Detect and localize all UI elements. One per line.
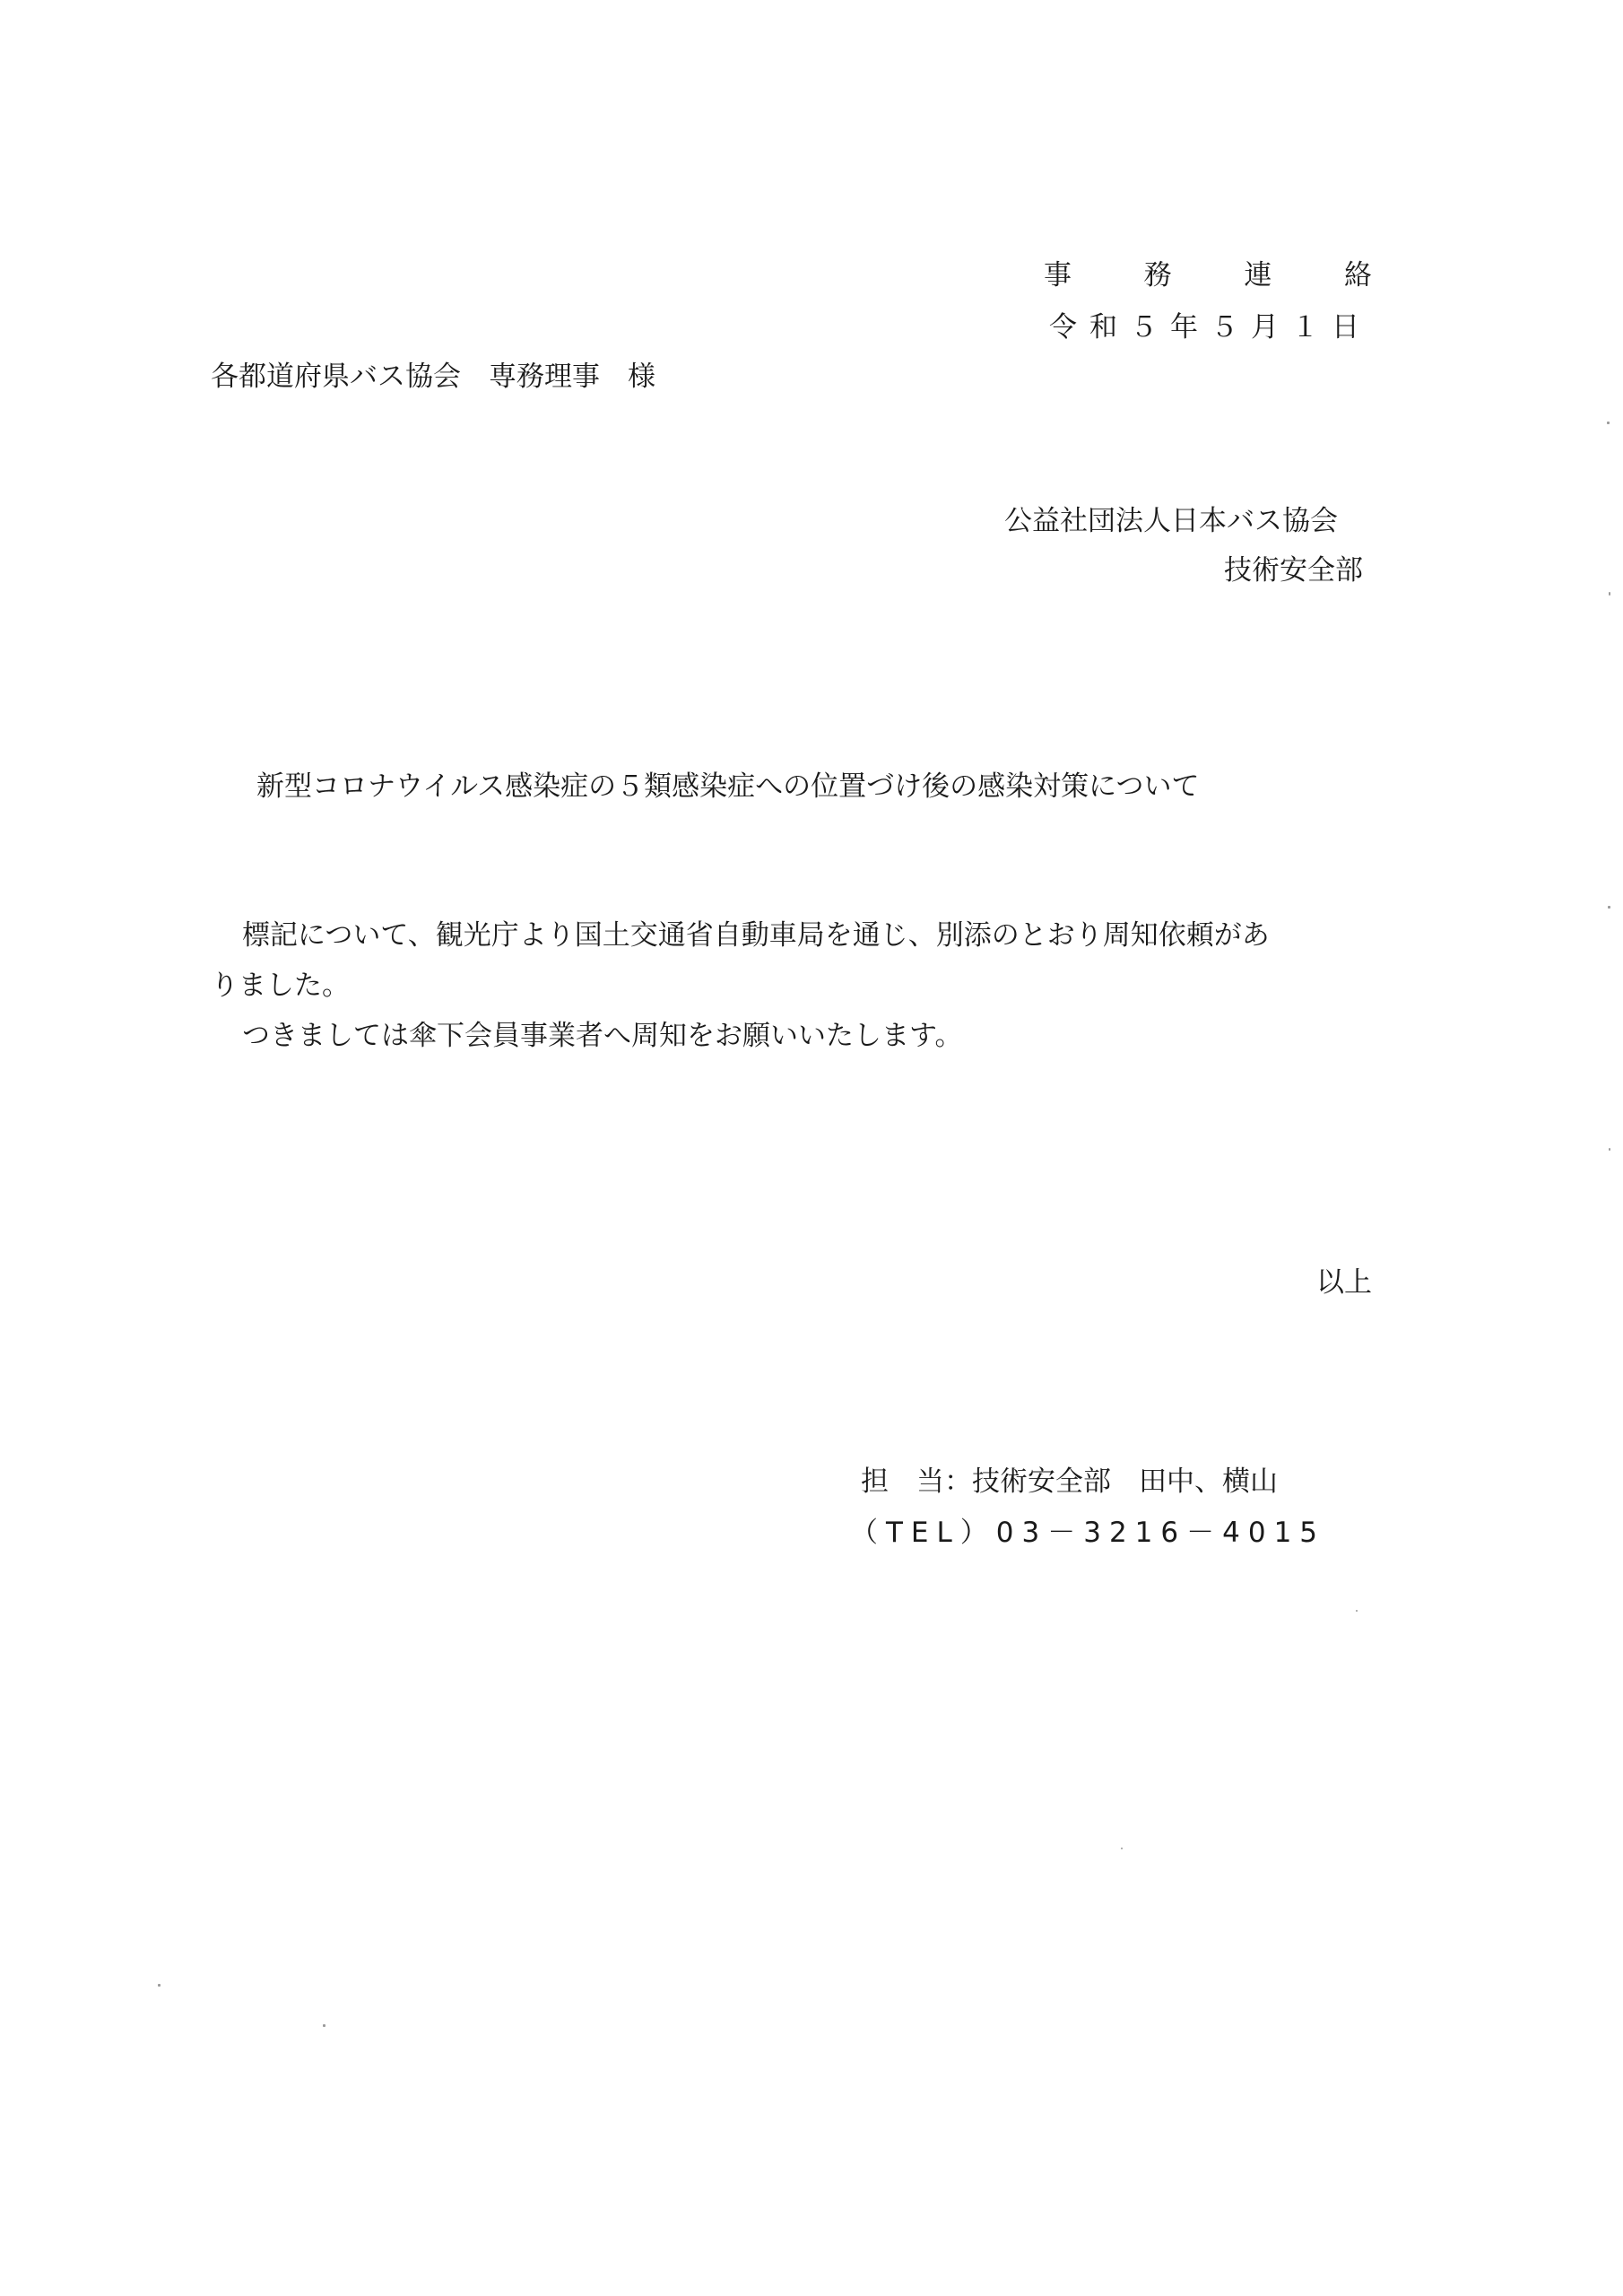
- contact-person: 担 当：技術安全部 田中、横山: [861, 1465, 1278, 1498]
- scan-artifact: [1609, 592, 1610, 596]
- document-type: [1044, 259, 1372, 291]
- scan-artifact: [1356, 1610, 1358, 1612]
- sender-organization: 公益社団法人日本バス協会: [1004, 505, 1338, 537]
- scan-artifact: [1121, 1848, 1123, 1849]
- scan-artifact: [158, 1984, 161, 1987]
- scan-artifact: [1609, 1148, 1610, 1151]
- contact-telephone: （TEL）03－3216－4015: [850, 1517, 1326, 1549]
- body-paragraph-1-line-1: 標記について、観光庁より国土交通省自動車局を通じ、別添のとおり周知依頼があ: [242, 919, 1270, 952]
- document-type-char: 絡: [1343, 259, 1372, 291]
- scan-artifact: [1607, 422, 1610, 424]
- body-paragraph-2: つきましては傘下会員事業者へ周知をお願いいたします。: [242, 1020, 963, 1052]
- document-type-char: 事: [1044, 259, 1072, 291]
- scan-artifact: [323, 2024, 325, 2027]
- addressee: 各都道府県バス協会 専務理事 様: [211, 361, 655, 393]
- document-type-char: 務: [1143, 259, 1172, 291]
- body-paragraph-1-line-2: りました。: [211, 970, 350, 1002]
- document-type-char: 連: [1244, 259, 1272, 291]
- document-date: 令和５年５月１日: [1049, 311, 1372, 344]
- scan-artifact: [1608, 906, 1610, 909]
- subject-line: 新型コロナウイルス感染症の５類感染症への位置づけ後の感染対策について: [256, 770, 1200, 803]
- sender-department: 技術安全部: [1224, 554, 1363, 587]
- closing-mark: 以上: [1316, 1266, 1372, 1299]
